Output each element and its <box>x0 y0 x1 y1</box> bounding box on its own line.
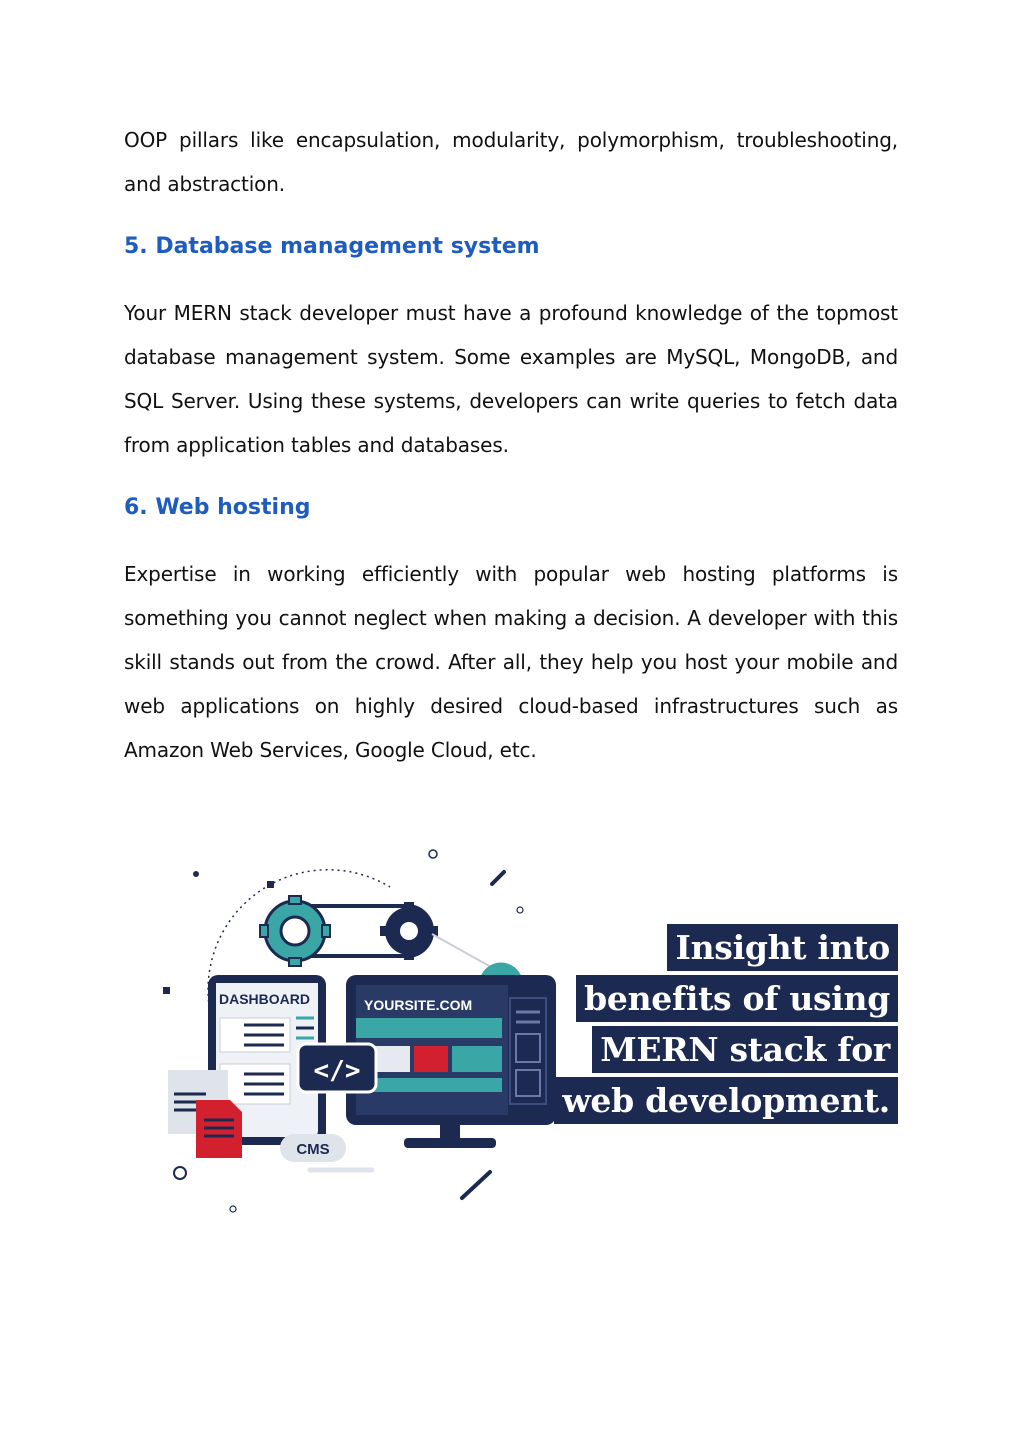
mern-banner-illustration <box>160 842 900 1222</box>
cms-label: CMS <box>296 1141 330 1158</box>
dashboard-label: DASHBOARD <box>219 991 310 1007</box>
caption-line: benefits of using <box>576 975 898 1022</box>
gear-icon <box>380 902 438 960</box>
red-document-icon <box>196 1100 242 1158</box>
section-body-web-hosting: Expertise in working efficiently with popular web hosting platforms is something you cannot neglect when making a decision. A developer with this skill stands out from the crowd. After all, they help you host your mobile and web applications on highly desired cloud-based infrastructures such as Amazon Web Services, Google Cloud, etc. <box>124 562 898 762</box>
caption-line: MERN stack for <box>592 1026 898 1073</box>
code-glyph: </> <box>313 1056 361 1086</box>
code-icon <box>298 1044 376 1092</box>
caption-line: Insight into <box>667 924 898 971</box>
decor-circle-icon <box>230 1206 236 1212</box>
decor-dot-icon <box>193 871 199 877</box>
decor-dash-icon <box>462 1172 490 1198</box>
banner-caption <box>554 924 898 1124</box>
decor-dash-icon <box>492 872 504 884</box>
orbit-node-icon <box>267 881 274 888</box>
caption-line: web development. <box>554 1077 898 1124</box>
cms-badge <box>280 1134 372 1170</box>
decor-circle-icon <box>429 850 437 858</box>
section-heading-web-hosting: 6. Web hosting <box>124 495 311 520</box>
decor-circle-icon <box>174 1167 186 1179</box>
section-heading-database: 5. Database management system <box>124 234 540 259</box>
section-body-database: Your MERN stack developer must have a profound knowledge of the topmost database management system. Some examples are MySQL, MongoDB, and SQL Server. Using these systems, developers can write queries to fetch data from application tables and databases. <box>124 301 898 457</box>
site-label: YOURSITE.COM <box>364 997 473 1013</box>
intro-paragraph: OOP pillars like encapsulation, modularity, polymorphism, troubleshooting, and abstraction. <box>124 128 898 196</box>
decor-circle-icon <box>517 907 523 913</box>
web-development-illustration <box>160 842 580 1222</box>
orbit-node-icon <box>163 987 170 994</box>
